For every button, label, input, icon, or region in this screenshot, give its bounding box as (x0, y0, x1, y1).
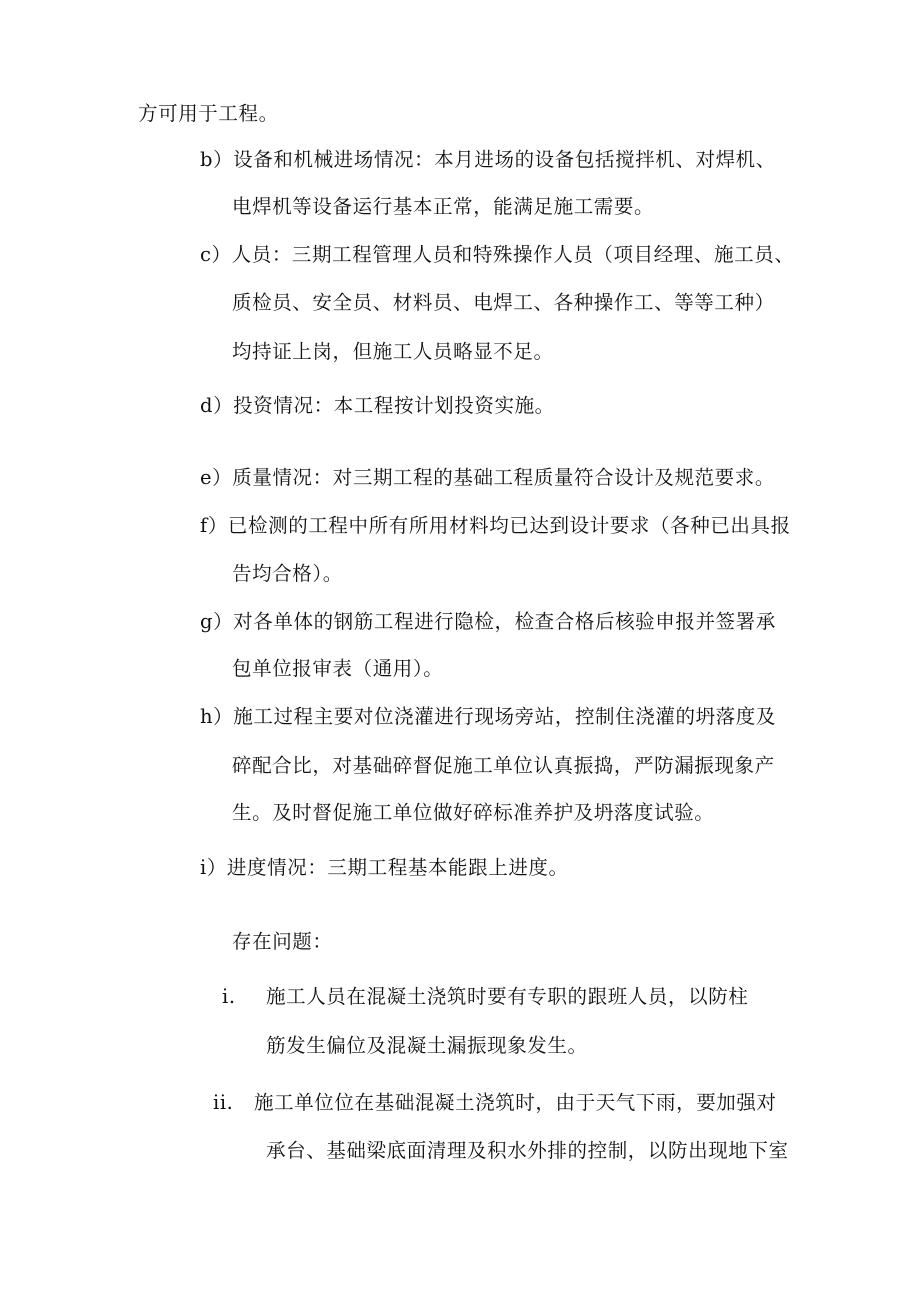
text-line: 质检员、安全员、材料员、电焊工、各种操作工、等等工种） (232, 291, 775, 314)
text-line: 电焊机等设备运行基本正常，能满足施工需要。 (232, 195, 655, 218)
text-line: i）进度情况：三期工程基本能跟上进度。 (200, 856, 569, 879)
text-line: 存在问题： (232, 930, 333, 953)
text-line: 施工单位位在基础混凝土浇筑时，由于天气下雨，要加强对 (254, 1091, 777, 1114)
text-line: g）对各单体的钢筋工程进行隐检，检查合格后核验申报并签署承 (200, 610, 776, 633)
text-line: 施工人员在混凝土浇筑时要有专职的跟班人员，以防柱 (266, 985, 749, 1008)
text-line: 方可用于工程。 (138, 102, 279, 125)
list-marker: i. (222, 985, 236, 1008)
text-line: 生。及时督促施工单位做好碎标准养护及坍落度试验。 (232, 801, 715, 824)
text-line: 碎配合比，对基础碎督促施工单位认真振捣，严防漏振现象产 (232, 754, 775, 777)
text-line: 告均合格）。 (232, 562, 343, 585)
text-line: c）人员：三期工程管理人员和特殊操作人员（项目经理、施工员、 (200, 243, 795, 266)
text-line: d）投资情况：本工程按计划投资实施。 (200, 394, 555, 417)
text-line: e）质量情况：对三期工程的基础工程质量符合设计及规范要求。 (200, 466, 775, 489)
text-line: 包单位报审表（通用）。 (232, 657, 444, 680)
text-line: b）设备和机械进场情况：本月进场的设备包括搅拌机、对焊机、 (200, 148, 776, 171)
list-marker: ii. (213, 1091, 234, 1114)
text-line: h）施工过程主要对位浇灌进行现场旁站，控制住浇灌的坍落度及 (200, 705, 776, 728)
text-line: 承台、基础梁底面清理及积水外排的控制，以防出现地下室 (266, 1139, 789, 1162)
text-line: f）已检测的工程中所有所用材料均已达到设计要求（各种已出具报 (200, 514, 791, 537)
text-line: 筋发生偏位及混凝土漏振现象发生。 (266, 1034, 588, 1057)
text-line: 均持证上岗，但施工人员略显不足。 (232, 340, 554, 363)
